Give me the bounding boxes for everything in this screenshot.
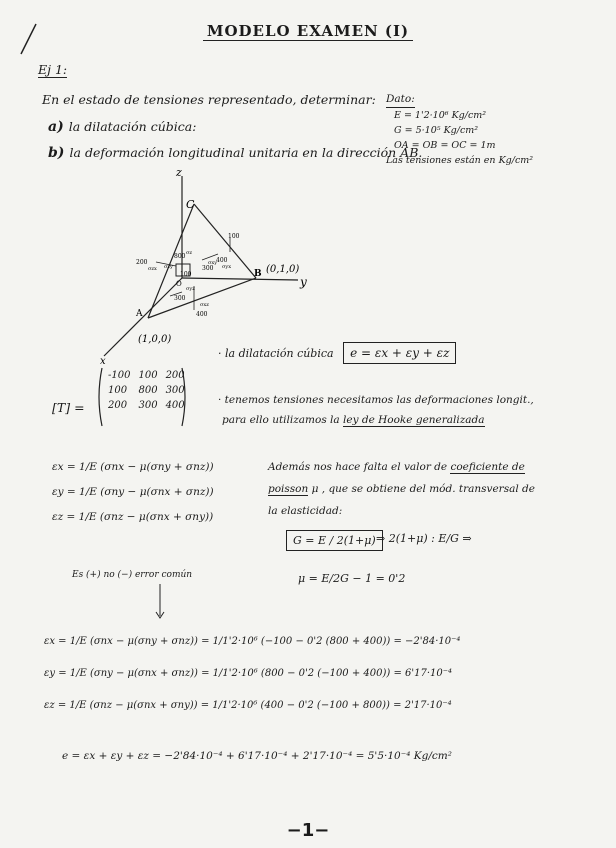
poisson-line-1-text: Además nos hace falta el valor de (268, 461, 448, 473)
g-formula-box: G = E / 2(1+μ) (286, 530, 383, 551)
axis-x-label: x (100, 356, 106, 367)
hooke-text-pre: para ello utilizamos la (222, 414, 340, 426)
poisson-coef-link: coeficiente de (450, 461, 525, 473)
part-a (48, 116, 196, 135)
poisson-link: poisson (268, 483, 309, 495)
stress-value: 300 (202, 265, 214, 272)
problem-label: Ej 1: (38, 62, 68, 77)
data-line: G = 5·10⁵ Kg/cm² (394, 125, 479, 136)
calc-eps-z: εz = 1/E (σnz − μ(σnx + σny)) = 1/1'2·10⁶ (400 − 0'2 (−100 + 800)) = 2'17·10⁻⁴ (44, 700, 452, 711)
part-a-text: la dilatación cúbica: (68, 119, 197, 134)
point-c-label: C (186, 198, 195, 211)
calc-eps-y: εy = 1/E (σny − μ(σnx + σnz)) = 1/1'2·10⁶ (800 − 0'2 (−100 + 400)) = 6'17·10⁻⁴ (44, 668, 453, 679)
data-line: Las tensiones están en Kg/cm² (386, 155, 534, 166)
stress-label: σxy (208, 260, 218, 266)
stress-value: 800 (174, 253, 186, 260)
stress-label: σxz (200, 302, 209, 308)
hooke-law-link: ley de Hooke generalizada (343, 414, 485, 426)
poisson-line-3: la elasticidad: (268, 505, 343, 517)
poisson-line-2-text: μ , que se obtiene del mód. transversal de (311, 483, 535, 495)
hooke-equations (52, 455, 214, 530)
axis-y-label: y (300, 275, 307, 289)
page-title: MODELO EXAMEN (I) (0, 22, 616, 40)
part-a-letter: a) (48, 119, 64, 135)
stress-value: 300 (174, 295, 186, 302)
intro-text: En el estado de tensiones representado, determinar: (42, 92, 376, 107)
data-line: E = 1'2·10⁶ Kg/cm² (394, 110, 487, 121)
coord-a-label: (1,0,0) (138, 334, 172, 345)
stress-value: 200 (136, 259, 148, 266)
cubic-label: · la dilatación cúbica (218, 347, 334, 360)
coord-b-label: (0,1,0) (266, 264, 300, 275)
matrix-cell: 200 (165, 370, 185, 381)
matrix-label: [T] = (52, 400, 85, 415)
stress-label: σyz (186, 286, 195, 292)
page-number: −1− (286, 820, 330, 841)
cubic-formula: e = εx + εy + εz (343, 342, 456, 364)
matrix-cell: 100 (108, 385, 128, 396)
hooke-text (222, 414, 485, 426)
matrix-row (104, 383, 189, 398)
data-heading: Dato: (386, 92, 415, 108)
origin-label: O (176, 280, 182, 288)
matrix-row (104, 398, 189, 413)
part-b (48, 142, 422, 161)
hooke-eq-y: εy = 1/E (σny − μ(σnx + σnz)) (52, 486, 214, 498)
point-a-label: A (136, 309, 143, 319)
final-dilatation: e = εx + εy + εz = −2'84·10⁻⁴ + 6'17·10⁻⁴ + 2'17·10⁻⁴ = 5'5·10⁻⁴ Kg/cm² (62, 750, 452, 762)
axis-z-label: z (176, 166, 182, 179)
poisson-line-2 (268, 478, 535, 500)
note-arrow (154, 584, 166, 620)
mu-result: μ = E/2G − 1 = 0'2 (298, 572, 406, 585)
matrix-table (104, 368, 189, 413)
stress-label: σzy (164, 264, 173, 270)
stress-value: 400 (216, 257, 228, 264)
data-line: OA = OB = OC = 1m (394, 140, 496, 151)
tetrahedron-diagram (90, 168, 330, 368)
poisson-text (268, 456, 535, 522)
part-b-letter: b) (48, 145, 65, 161)
stress-label: σzx (148, 266, 157, 272)
hooke-eq-z: εz = 1/E (σnz − μ(σnx + σny)) (52, 511, 214, 523)
part-b-text: la deformación longitudinal unitaria en la dirección AB. (69, 145, 423, 160)
stress-value: 100 (228, 233, 240, 240)
calc-eps-x: εx = 1/E (σnx − μ(σny + σnz)) = 1/1'2·10⁶ (−100 − 0'2 (800 + 400)) = −2'84·10⁻⁴ (44, 636, 461, 647)
g-derivation: ⇒ 2(1+μ) : E/G ⇒ (376, 532, 472, 545)
stress-value: 400 (196, 311, 208, 318)
stress-label: σyx (222, 264, 232, 270)
matrix-cell: 100 (138, 370, 158, 381)
matrix-cell: 200 (108, 400, 128, 411)
strain-text: · tenemos tensiones necesitamos las deformaciones longit., (218, 394, 534, 406)
strain-calculations (44, 626, 460, 722)
matrix-cell: 800 (138, 385, 158, 396)
cubic-dilatation (218, 346, 456, 360)
poisson-line-1 (268, 456, 535, 478)
matrix-cell: 400 (165, 400, 185, 411)
point-b-label: B (254, 269, 262, 279)
stress-label: σz (186, 250, 193, 256)
stress-matrix (96, 366, 188, 428)
matrix-row (104, 368, 189, 383)
matrix-cell: 300 (165, 385, 185, 396)
data-box (386, 92, 533, 168)
matrix-cell: 300 (138, 400, 158, 411)
stress-value: 100 (180, 271, 192, 278)
hooke-eq-x: εx = 1/E (σnx − μ(σny + σnz)) (52, 461, 214, 473)
matrix-cell: -100 (108, 370, 131, 381)
edge-ca (148, 204, 194, 318)
common-error-note: Es (+) no (−) error común (72, 570, 193, 580)
y-axis-line (182, 278, 298, 280)
